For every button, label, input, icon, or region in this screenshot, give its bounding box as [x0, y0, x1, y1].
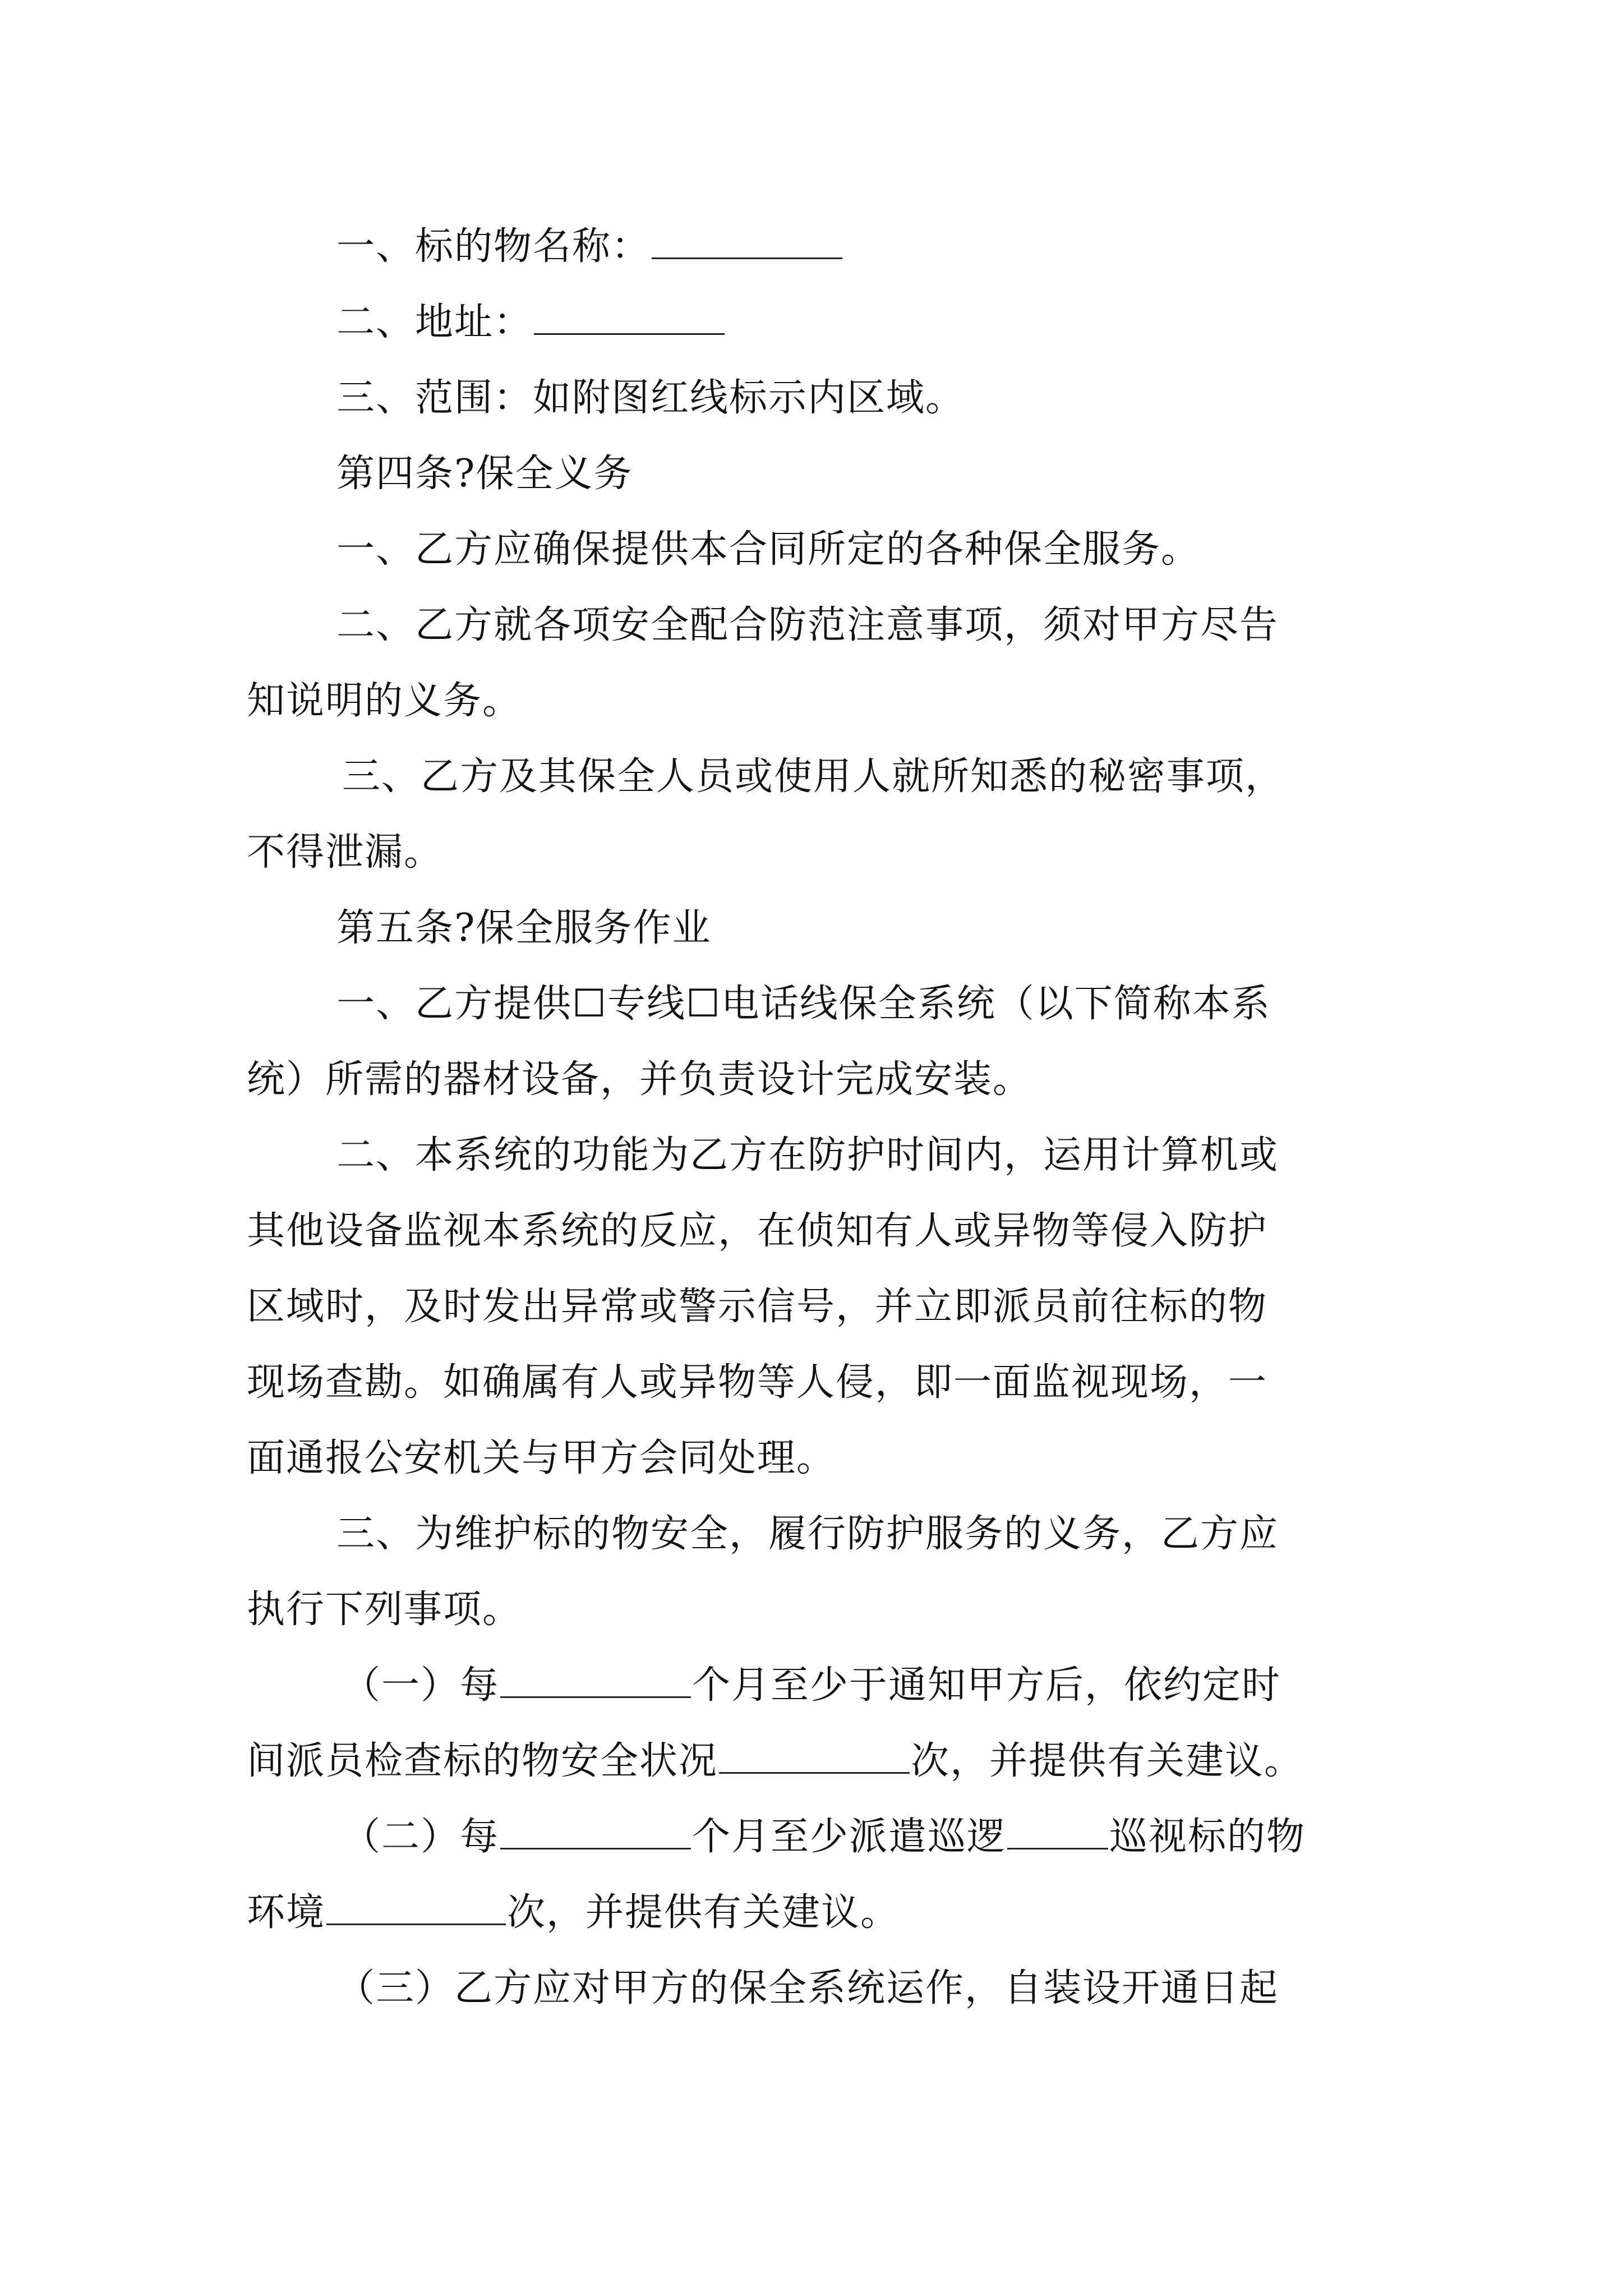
paragraph-text: 一、乙方应确保提供本合同所定的各种保全服务。 [336, 527, 1201, 572]
paragraph-text: 知说明的义务。 [247, 679, 522, 723]
blank-field [1007, 1812, 1108, 1849]
paragraph-text: 三、乙方及其保全人员或使用人就所知悉的秘密事项， [342, 754, 1285, 799]
paragraph-text: 区域时，及时发出异常或警示信号，并立即派员前往标的物 [247, 1285, 1268, 1329]
section-heading [336, 900, 711, 956]
blank-field [719, 1736, 910, 1774]
text-line [336, 1961, 1279, 2017]
item-label-subject-name: 一、标的物名称： [336, 224, 651, 269]
text-line [336, 295, 726, 351]
paragraph-text: 间派员检查标的物安全状况 [247, 1739, 718, 1783]
section-heading [336, 446, 633, 502]
text-line [336, 597, 1279, 654]
text-line [247, 1885, 900, 1941]
blank-field [326, 1888, 506, 1925]
text-line [342, 749, 1284, 805]
text-line [247, 1733, 1303, 1789]
blank-field [652, 222, 842, 259]
paragraph-text: 三、为维护标的物安全，履行防护服务的义务，乙方应 [336, 1512, 1279, 1556]
paragraph-text: 统）所需的器材设备，并负责设计完成安装。 [247, 1057, 1032, 1102]
paragraph-text: 现场查勘。如确属有人或异物等人侵，即一面监视现场，一 [247, 1360, 1268, 1405]
text-line [342, 1809, 1306, 1865]
text-line [336, 1506, 1279, 1562]
text-line [336, 976, 1271, 1032]
text-line [247, 1430, 836, 1487]
blank-field [500, 1812, 691, 1849]
text-line [336, 522, 1200, 578]
paragraph-text: 其他设备监视本系统的反应，在侦知有人或异物等侵入防护 [247, 1209, 1268, 1253]
paragraph-text: （三）乙方应对甲方的保全系统运作，自装设开通日起 [336, 1966, 1279, 2010]
paragraph-text: 一、乙方提供☐专线☐电话线保全系统（以下简称本系 [336, 982, 1271, 1026]
text-line [247, 1052, 1032, 1108]
paragraph-text: 个月至少于通知甲方后，依约定时 [692, 1663, 1281, 1708]
paragraph-text: 次，并提供有关建议。 [507, 1890, 900, 1935]
paragraph-text: 二、本系统的功能为乙方在防护时间内，运用计算机或 [336, 1133, 1279, 1177]
text-line [336, 370, 965, 426]
text-line [247, 825, 443, 881]
blank-field [534, 297, 725, 335]
paragraph-text: 三、范围：如附图红线标示内区域。 [336, 376, 965, 420]
blank-field [500, 1660, 691, 1698]
paragraph-text: 巡视标的物 [1109, 1815, 1306, 1859]
text-line [247, 1279, 1267, 1335]
heading-text: 第五条?保全服务作业 [336, 906, 712, 950]
paragraph-text: （二）每 [342, 1815, 500, 1859]
paragraph-text: 个月至少派遣巡逻 [692, 1815, 1007, 1859]
paragraph-text: 不得泄漏。 [247, 830, 444, 875]
paragraph-text: 二、乙方就各项安全配合防范注意事项，须对甲方尽告 [336, 603, 1279, 647]
text-line [336, 219, 843, 275]
paragraph-text: 环境 [247, 1890, 326, 1935]
item-label-address: 二、地址： [336, 300, 533, 344]
text-line [342, 1658, 1281, 1714]
heading-text: 第四条?保全义务 [336, 452, 633, 496]
text-line [247, 1203, 1267, 1259]
paragraph-text: 次，并提供有关建议。 [911, 1739, 1304, 1783]
text-line [247, 1355, 1267, 1411]
paragraph-text: （一）每 [342, 1663, 500, 1708]
text-line [247, 673, 522, 729]
text-line [247, 1582, 522, 1638]
paragraph-text: 执行下列事项。 [247, 1588, 522, 1632]
paragraph-text: 面通报公安机关与甲方会同处理。 [247, 1436, 836, 1480]
text-line [336, 1128, 1279, 1184]
